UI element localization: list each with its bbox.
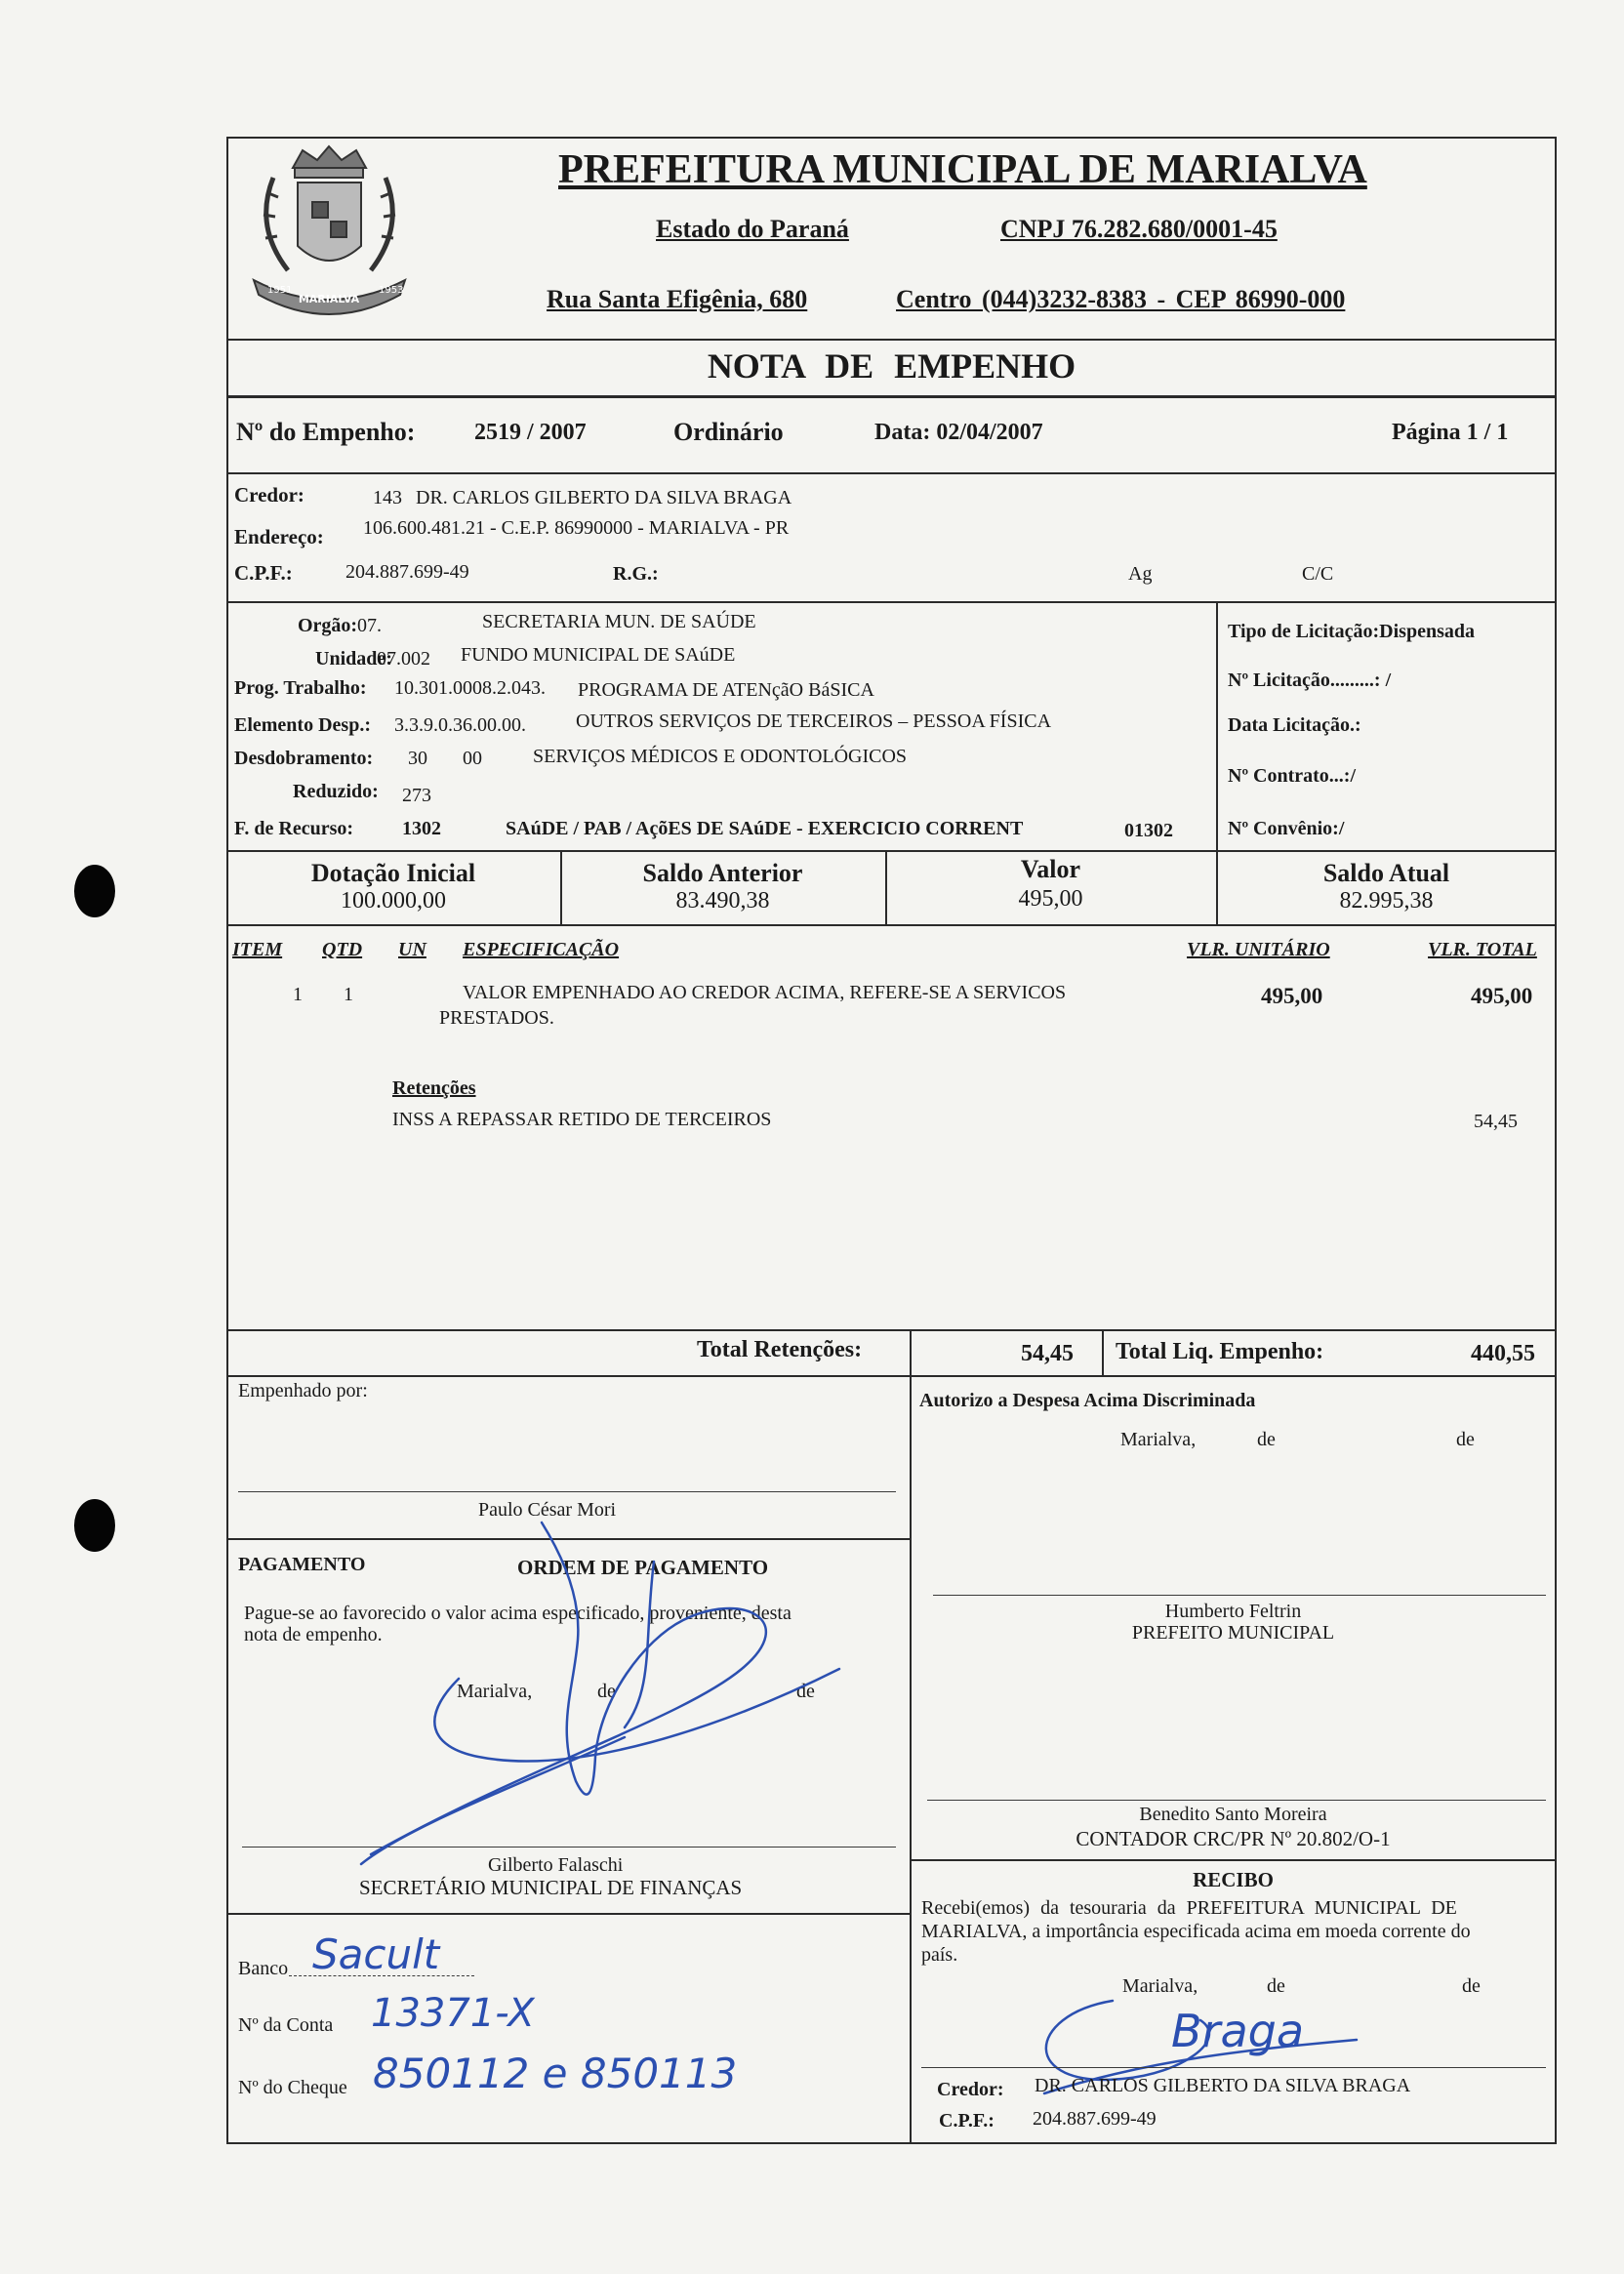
dotacao-value: 100.000,00	[341, 888, 446, 914]
elemento-label: Elemento Desp.:	[234, 714, 371, 736]
retencao-desc: INSS A REPASSAR RETIDO DE TERCEIROS	[392, 1109, 772, 1130]
orgao-label: Orgão:	[298, 615, 358, 636]
item-espec-line2: PRESTADOS.	[439, 1007, 554, 1029]
recibo-cpf-value: 204.887.699-49	[1033, 2108, 1157, 2130]
cc-label: C/C	[1302, 563, 1334, 585]
banco-handwritten: Sacult	[312, 1930, 440, 1978]
desdobramento-name: SERVIÇOS MÉDICOS E ODONTOLÓGICOS	[533, 746, 908, 767]
item-vlr-total: 495,00	[1471, 984, 1533, 1008]
unidade-name: FUNDO MUNICIPAL DE SAúDE	[461, 644, 736, 666]
contrato-numero: Nº Contrato...:/	[1228, 765, 1357, 787]
col-un: UN	[398, 939, 426, 960]
unidade-label: Unidade:	[315, 648, 392, 670]
endereco-value: 106.600.481.21 - C.E.P. 86990000 - MARIALVA - PR	[363, 517, 790, 539]
item-vlr-unitario: 495,00	[1261, 984, 1323, 1008]
credor-name: DR. CARLOS GILBERTO DA SILVA BRAGA	[416, 487, 792, 508]
saldo-atual-value: 82.995,38	[1339, 888, 1434, 914]
secretario-nome: Gilberto Falaschi	[488, 1854, 624, 1876]
credor-code: 143	[373, 487, 402, 508]
licitacao-tipo: Tipo de Licitação:Dispensada	[1228, 621, 1475, 642]
desdobramento-b: 00	[463, 748, 482, 769]
header-contact: Centro (044)3232-8383 - CEP 86990-000	[896, 285, 1346, 313]
conta-label: Nº da Conta	[238, 2014, 334, 2036]
valor-label: Valor	[1020, 855, 1081, 883]
empenhado-label: Empenhado por:	[238, 1380, 368, 1401]
municipal-crest-logo	[234, 139, 425, 334]
recurso-code: 1302	[402, 818, 441, 839]
pagamento-texto-1: Pague-se ao favorecido o valor acima especificado, proveniente, desta	[244, 1603, 792, 1624]
recibo-signature-text: Braga	[1171, 2005, 1305, 2057]
retencoes-label: Retenções	[392, 1077, 476, 1099]
reduzido-value: 273	[402, 785, 431, 806]
rg-label: R.G.:	[613, 563, 659, 585]
item-number: 1	[293, 984, 303, 1005]
header-address: Rua Santa Efigênia, 680	[547, 285, 808, 313]
endereco-label: Endereço:	[234, 525, 324, 548]
prog-code: 10.301.0008.2.043.	[394, 677, 546, 699]
page-number: Página 1 / 1	[1392, 420, 1509, 445]
recurso-num: 01302	[1124, 820, 1173, 841]
autorizo-local: Marialva,	[1120, 1429, 1197, 1450]
col-vlr-total: VLR. TOTAL	[1428, 939, 1537, 960]
autorizo-de1: de	[1257, 1429, 1276, 1450]
recibo-texto-2: MARIALVA, a importância especificada acima em moeda corrente do	[921, 1921, 1471, 1942]
unidade-code: 07.002	[377, 648, 430, 670]
elemento-code: 3.3.9.0.36.00.00.	[394, 714, 526, 736]
recibo-de2: de	[1462, 1975, 1481, 1997]
recibo-cpf-label: C.P.F.:	[939, 2110, 995, 2132]
header-cnpj: CNPJ 76.282.680/0001-45	[1000, 215, 1278, 243]
recibo-de1: de	[1267, 1975, 1285, 1997]
empenhado-nome: Paulo César Mori	[478, 1499, 617, 1521]
crest-year-right: 1953	[379, 285, 404, 296]
recibo-credor-label: Credor:	[937, 2079, 1004, 2100]
recurso-label: F. de Recurso:	[234, 818, 354, 839]
licitacao-numero: Nº Licitação.........: /	[1228, 670, 1392, 691]
desdobramento-label: Desdobramento:	[234, 748, 374, 769]
retencao-valor: 54,45	[1474, 1111, 1518, 1132]
secretario-cargo: SECRETÁRIO MUNICIPAL DE FINANÇAS	[359, 1876, 743, 1899]
total-retencoes-value: 54,45	[1021, 1341, 1074, 1366]
crest-text: MARIALVA	[298, 293, 360, 305]
cheque-label: Nº do Cheque	[238, 2077, 347, 2098]
saldo-anterior-label: Saldo Anterior	[642, 859, 803, 887]
empenho-type: Ordinário	[673, 418, 784, 446]
ag-label: Ag	[1128, 563, 1153, 585]
col-qtd: QTD	[322, 939, 363, 960]
pagamento-local: Marialva,	[457, 1681, 533, 1702]
recurso-name: SAúDE / PAB / AçõES DE SAúDE - EXERCICIO CORRENT	[506, 818, 1024, 839]
recibo-local: Marialva,	[1122, 1975, 1198, 1997]
total-liquido-value: 440,55	[1471, 1341, 1535, 1366]
elemento-name: OUTROS SERVIÇOS DE TERCEIROS – PESSOA FÍSICA	[576, 711, 1052, 732]
col-especificacao: ESPECIFICAÇÃO	[463, 939, 620, 960]
pagamento-de2: de	[796, 1681, 815, 1702]
cheque-handwritten: 850112 e 850113	[373, 2050, 738, 2097]
recibo-credor-nome: DR. CARLOS GILBERTO DA SILVA BRAGA	[1035, 2075, 1411, 2096]
header-title: PREFEITURA MUNICIPAL DE MARIALVA	[558, 147, 1367, 192]
empenho-date: Data: 02/04/2007	[874, 420, 1043, 445]
orgao-name: SECRETARIA MUN. DE SAÚDE	[482, 611, 756, 632]
recibo-label: RECIBO	[1193, 1868, 1274, 1891]
crest-year-left: 1951	[267, 285, 293, 296]
saldo-atual-label: Saldo Atual	[1322, 859, 1450, 887]
cpf-label: C.P.F.:	[234, 561, 293, 585]
orgao-code: 07.	[357, 615, 382, 636]
total-retencoes-label: Total Retenções:	[697, 1337, 863, 1362]
pagamento-texto-2: nota de empenho.	[244, 1624, 383, 1645]
conta-handwritten: 13371-X	[371, 1991, 535, 2036]
cpf-value: 204.887.699-49	[345, 561, 469, 583]
recibo-texto-3: país.	[921, 1944, 958, 1966]
saldo-anterior-value: 83.490,38	[675, 888, 770, 914]
col-vlr-unitario: VLR. UNITÁRIO	[1187, 939, 1330, 960]
autorizo-label: Autorizo a Despesa Acima Discriminada	[919, 1390, 1256, 1411]
prog-label: Prog. Trabalho:	[234, 677, 367, 699]
dotacao-label: Dotação Inicial	[310, 859, 476, 887]
total-liquido-label: Total Liq. Empenho:	[1116, 1339, 1324, 1364]
pagamento-de1: de	[597, 1681, 616, 1702]
prog-name: PROGRAMA DE ATENçãO BáSICA	[578, 679, 874, 701]
autorizo-de2: de	[1456, 1429, 1475, 1450]
banco-label: Banco	[238, 1958, 289, 1979]
item-qtd: 1	[344, 984, 353, 1005]
punch-hole-top	[74, 865, 115, 917]
credor-label: Credor:	[234, 483, 304, 507]
licitacao-data: Data Licitação.:	[1228, 714, 1361, 736]
valor-value: 495,00	[1018, 886, 1083, 912]
punch-hole-bottom	[74, 1499, 115, 1552]
empenho-number-label: Nº do Empenho:	[236, 418, 416, 446]
reduzido-label: Reduzido:	[293, 781, 379, 802]
recibo-texto-1: Recebi(emos) da tesouraria da PREFEITURA MUNICIPAL DE	[921, 1897, 1457, 1919]
col-item: ITEM	[232, 939, 283, 960]
prefeito-nome: Humberto Feltrin	[1164, 1601, 1302, 1622]
ordem-pagamento-label: ORDEM DE PAGAMENTO	[517, 1556, 769, 1579]
pagamento-label: PAGAMENTO	[238, 1554, 366, 1575]
prefeito-cargo: PREFEITO MUNICIPAL	[1131, 1622, 1335, 1644]
empenho-number: 2519 / 2007	[474, 420, 587, 445]
item-espec-line1: VALOR EMPENHADO AO CREDOR ACIMA, REFERE-SE A SERVICOS	[463, 982, 1067, 1003]
desdobramento-a: 30	[408, 748, 427, 769]
contador-nome: Benedito Santo Moreira	[1139, 1804, 1327, 1825]
header-state: Estado do Paraná	[656, 215, 849, 243]
doc-title: NOTA DE EMPENHO	[707, 346, 1076, 386]
handwritten-signature-payment	[332, 1503, 937, 1893]
convenio-numero: Nº Convênio:/	[1228, 818, 1345, 839]
contador-cargo: CONTADOR CRC/PR Nº 20.802/O-1	[1076, 1827, 1391, 1850]
